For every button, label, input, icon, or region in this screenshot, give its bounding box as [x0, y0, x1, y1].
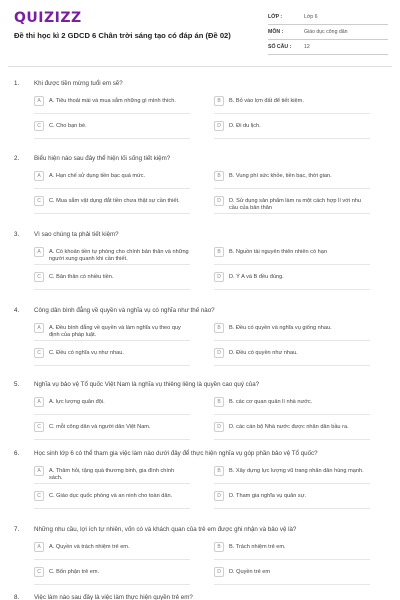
answer-option[interactable]	[214, 491, 369, 501]
answer-option[interactable]	[214, 196, 369, 212]
option-underline	[34, 113, 190, 114]
option-letter-box: A	[34, 96, 44, 106]
question-text: Những nhu cầu, lợi ích tự nhiên, vốn có và khách quan của trẻ em được ghi nhận và bảo vệ là?	[34, 526, 297, 533]
option-underline	[34, 584, 190, 585]
answer-option[interactable]	[34, 348, 189, 358]
option-underline	[214, 188, 370, 189]
answer-option[interactable]	[214, 323, 369, 333]
question-text: Việc làm nào sau đây là việc làm thực hiện quyền trẻ em?	[34, 594, 193, 600]
answer-option[interactable]	[214, 422, 369, 432]
answer-option[interactable]	[34, 272, 189, 282]
option-text: B. Bỏ vào lợn đất để tiết kiệm.	[229, 97, 304, 104]
answer-option[interactable]	[214, 247, 369, 257]
option-underline	[214, 508, 370, 509]
question-text: Nghĩa vụ bảo vệ Tổ quốc Việt Nam là nghĩa vụ thiêng liêng là quyền cao quý của?	[34, 381, 260, 388]
answer-option[interactable]	[34, 397, 189, 407]
meta-value: Lớp 6	[304, 14, 318, 20]
option-letter-box: A	[34, 542, 44, 552]
option-underline	[214, 439, 370, 440]
option-letter-box: C	[34, 272, 44, 282]
option-text: C. Bổn phận trẻ em.	[49, 568, 100, 575]
option-underline	[214, 113, 370, 114]
question-number: 2.	[14, 155, 20, 162]
option-letter-box: C	[34, 567, 44, 577]
question-number: 3.	[14, 231, 20, 238]
option-letter-box: B	[214, 542, 224, 552]
answer-option[interactable]	[214, 567, 369, 577]
question-8	[0, 588, 400, 600]
option-text: A. Đều bình đẳng về quyền và làm nghĩa vụ theo quy định của pháp luật.	[49, 324, 181, 338]
option-letter-box: D	[214, 272, 224, 282]
question-number: 7.	[14, 526, 20, 533]
option-text: D. Đều có quyền như nhau.	[229, 349, 298, 356]
answer-option[interactable]	[214, 466, 369, 476]
option-letter-box: B	[214, 323, 224, 333]
answer-option[interactable]	[34, 171, 189, 181]
option-underline	[34, 264, 190, 265]
option-letter-box: A	[34, 466, 44, 476]
option-text: A. lực lượng quân đội.	[49, 398, 105, 405]
option-text: A. Có khoản tiền tự phòng cho chính bản thân và những người xung quanh khi cần thiết.	[49, 248, 189, 262]
option-underline	[34, 414, 190, 415]
answer-option[interactable]	[34, 491, 189, 501]
quizizz-logo: QUIZIZZ	[14, 10, 82, 26]
question-text: Khi được tiền mừng tuổi em sẽ?	[34, 80, 123, 87]
option-text: B. Xây dựng lực lượng vũ trang nhân dân hùng mạnh.	[229, 467, 364, 474]
meta-value: 12	[304, 44, 310, 50]
option-letter-box: B	[214, 247, 224, 257]
option-underline	[34, 289, 190, 290]
meta-key: MÔN :	[268, 29, 284, 35]
meta-key: LỚP :	[268, 14, 283, 20]
option-text: C. Đều có nghĩa vụ như nhau.	[49, 349, 124, 356]
question-number: 8.	[14, 594, 20, 600]
question-text: Vì sao chúng ta phải tiết kiệm?	[34, 231, 119, 238]
option-underline	[214, 483, 370, 484]
option-underline	[34, 508, 190, 509]
answer-option[interactable]	[34, 196, 189, 206]
option-letter-box: A	[34, 397, 44, 407]
answer-option[interactable]	[214, 542, 369, 552]
question-3	[0, 225, 400, 295]
answer-option[interactable]	[34, 542, 189, 552]
option-letter-box: A	[34, 171, 44, 181]
worksheet-meta	[268, 10, 388, 55]
question-text: Học sinh lớp 6 có thể tham gia việc làm nào dưới đây để thực hiện nghĩa vụ góp phần bảo vệ Tổ quốc?	[34, 450, 318, 457]
option-text: D. Sử dụng sản phẩm làm ra một cách hợp lí với nhu cầu của bản thân	[229, 197, 362, 211]
option-underline	[34, 559, 190, 560]
answer-option[interactable]	[34, 96, 189, 106]
option-underline	[214, 414, 370, 415]
meta-row-subject	[268, 25, 388, 40]
answer-option[interactable]	[34, 466, 189, 482]
option-underline	[34, 340, 190, 341]
option-text: A. Thăm hỏi, tặng quà thương binh, gia đình chính sách.	[49, 467, 175, 481]
option-text: B. Vung phí sức khỏe, tiền bạc, thời gian.	[229, 172, 332, 179]
meta-row-count	[268, 40, 388, 55]
answer-option[interactable]	[214, 397, 369, 407]
question-text: Công dân bình đẳng về quyền và nghĩa vụ có nghĩa như thế nào?	[34, 307, 215, 314]
question-5	[0, 375, 400, 445]
answer-option[interactable]	[214, 348, 369, 358]
answer-option[interactable]	[34, 247, 189, 263]
option-text: B. Đều có quyền và nghĩa vụ giống nhau.	[229, 324, 332, 331]
meta-value: Giáo dục công dân	[304, 29, 348, 35]
option-text: D. Quyền trẻ em	[229, 568, 271, 575]
option-text: B. Nguồn tài nguyên thiên nhiên có hạn	[229, 248, 327, 255]
option-underline	[34, 188, 190, 189]
header-divider	[8, 66, 392, 67]
option-underline	[34, 365, 190, 366]
option-text: D. các cán bộ Nhà nước được nhân dân bầu ra.	[229, 423, 349, 430]
option-letter-box: B	[214, 96, 224, 106]
option-underline	[214, 213, 370, 214]
question-number: 5.	[14, 381, 20, 388]
option-text: C. Mua sắm vật dụng đắt tiền chưa thật sự cần thiết.	[49, 197, 180, 204]
answer-option[interactable]	[34, 567, 189, 577]
option-underline	[34, 213, 190, 214]
option-text: B. Trách nhiệm trẻ em.	[229, 543, 286, 550]
meta-key: SỐ CÂU :	[268, 44, 292, 50]
question-number: 4.	[14, 307, 20, 314]
option-letter-box: D	[214, 422, 224, 432]
question-6	[0, 444, 400, 514]
option-text: C. Cho bạn bè.	[49, 122, 87, 129]
option-letter-box: D	[214, 348, 224, 358]
worksheet-header	[0, 0, 400, 62]
option-text: C. Giáo dục quốc phòng và an ninh cho toàn dân.	[49, 492, 173, 499]
question-2	[0, 149, 400, 219]
option-text: D. Ý A và B đều đúng.	[229, 273, 284, 280]
option-letter-box: B	[214, 466, 224, 476]
option-letter-box: C	[34, 422, 44, 432]
option-text: B. các cơ quan quản lí nhà nước.	[229, 398, 313, 405]
option-underline	[214, 138, 370, 139]
option-underline	[34, 483, 190, 484]
answer-option[interactable]	[214, 121, 369, 131]
question-4	[0, 301, 400, 371]
answer-option[interactable]	[34, 121, 189, 131]
option-letter-box: C	[34, 196, 44, 206]
question-text: Biểu hiện nào sau đây thể hiện lối sống tiết kiệm?	[34, 155, 171, 162]
answer-option[interactable]	[34, 323, 189, 339]
option-letter-box: A	[34, 247, 44, 257]
option-letter-box: C	[34, 121, 44, 131]
option-text: D. Tham gia nghĩa vụ quân sự.	[229, 492, 307, 499]
worksheet-title: Đề thi học kì 2 GDCD 6 Chân trời sáng tạo có đáp án (Đề 02)	[14, 31, 231, 40]
option-letter-box: C	[34, 491, 44, 501]
option-underline	[214, 559, 370, 560]
option-letter-box: B	[214, 171, 224, 181]
option-letter-box: D	[214, 121, 224, 131]
option-text: C. Bản thân có nhiều tiền.	[49, 273, 114, 280]
option-underline	[214, 289, 370, 290]
option-underline	[214, 365, 370, 366]
option-underline	[214, 584, 370, 585]
option-letter-box: C	[34, 348, 44, 358]
option-text: D. Đi du lịch.	[229, 122, 261, 129]
question-number: 1.	[14, 80, 20, 87]
question-number: 6.	[14, 450, 20, 457]
option-text: A. Tiêu thoải mái và mua sắm những gì mình thích.	[49, 97, 176, 104]
answer-option[interactable]	[214, 171, 369, 181]
option-letter-box: D	[214, 196, 224, 206]
answer-option[interactable]	[214, 96, 369, 106]
option-text: A. Hạn chế sử dụng tiền bạc quá mức.	[49, 172, 146, 179]
question-1	[0, 74, 400, 144]
option-letter-box: D	[214, 491, 224, 501]
option-underline	[34, 439, 190, 440]
answer-option[interactable]	[34, 422, 189, 432]
option-underline	[214, 264, 370, 265]
option-text: C. mỗi công dân và người dân Việt Nam.	[49, 423, 151, 430]
option-underline	[214, 340, 370, 341]
option-letter-box: A	[34, 323, 44, 333]
meta-row-class	[268, 10, 388, 25]
option-underline	[34, 138, 190, 139]
answer-option[interactable]	[214, 272, 369, 282]
question-7	[0, 520, 400, 590]
option-letter-box: B	[214, 397, 224, 407]
option-text: A. Quyền và trách nhiệm trẻ em.	[49, 543, 130, 550]
option-letter-box: D	[214, 567, 224, 577]
